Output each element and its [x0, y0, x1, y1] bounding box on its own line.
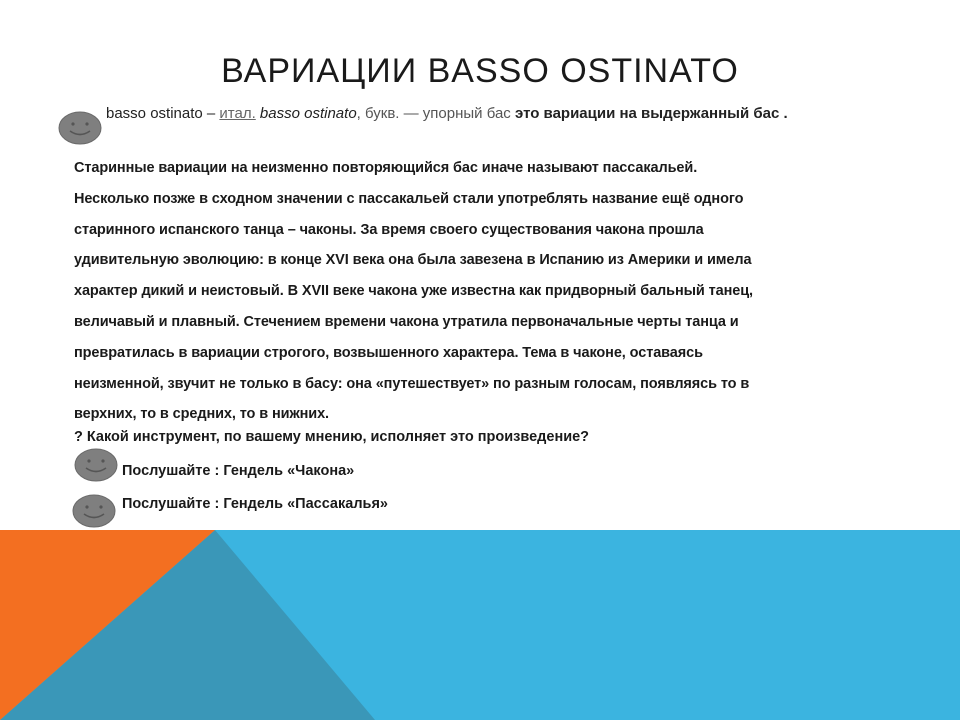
body-line: удивительную эволюцию: в конце XVI века она была завезена в Испанию из Америки и имела	[74, 252, 752, 269]
body-line: верхних, то в средних, то в нижних.	[74, 406, 329, 423]
decorative-footer	[0, 530, 960, 720]
body-line: старинного испанского танца – чаконы. За время своего существования чакона прошла	[74, 221, 704, 238]
italian-link[interactable]: итал.	[219, 105, 256, 122]
listen-passacaglia[interactable]: Послушайте : Гендель «Пассакалья»	[122, 496, 388, 512]
literal-translation: , букв. — упорный бас	[356, 105, 515, 122]
body-line: неизменной, звучит не только в басу: она «путешествует» по разным голосам, появляясь то в	[74, 375, 750, 392]
intro-definition	[106, 103, 846, 124]
definition-text: это вариации на выдержанный бас .	[514, 105, 788, 122]
body-line: величавый и плавный. Стечением времени чакона утратила первоначальные черты танца и	[74, 313, 739, 330]
italic-term: basso ostinato	[255, 105, 357, 122]
smiley-face-icon[interactable]	[74, 448, 118, 482]
body-line: превратилась в вариации строгого, возвышенного характера. Тема в чаконе, оставаясь	[74, 344, 703, 361]
smiley-face-icon[interactable]	[72, 494, 116, 528]
dash-text: –	[202, 105, 220, 122]
body-line: Несколько позже в сходном значении с пассакальей стали употреблять название ещё одного	[74, 190, 744, 207]
listen-chaconne[interactable]: Послушайте : Гендель «Чакона»	[122, 463, 355, 479]
question-text: ? Какой инструмент, по вашему мнению, исполняет это произведение?	[74, 429, 590, 445]
smiley-face-icon[interactable]	[58, 111, 102, 145]
body-line: характер дикий и неистовый. В XVII веке чакона уже известна как придворный бальный танец,	[74, 283, 753, 300]
slide-title: ВАРИАЦИИ BASSO OSTINATO	[221, 52, 739, 90]
body-line: Старинные вариации на неизменно повторяющийся бас иначе называют пассакальей.	[74, 160, 698, 176]
body-paragraph	[74, 153, 854, 430]
term-text: basso ostinato	[106, 105, 203, 122]
